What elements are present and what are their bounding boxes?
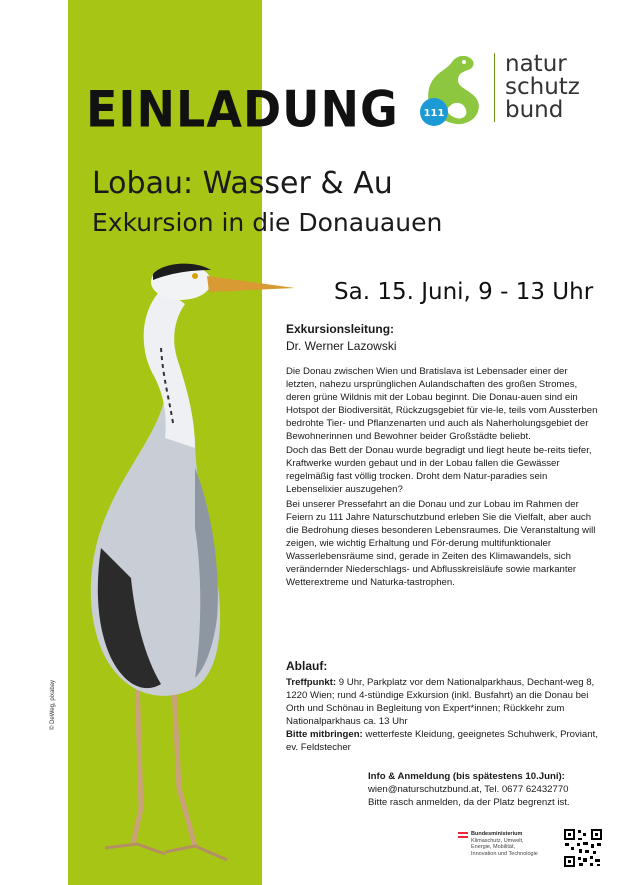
logo-wordmark <box>494 53 580 122</box>
info-contact[interactable]: wien@naturschutzbund.at, Tel. 0677 62432770 <box>368 783 569 795</box>
leitung-name: Dr. Werner Lazowski <box>286 339 397 353</box>
title-line-2: Exkursion in die Donauauen <box>92 208 443 237</box>
ablauf-section <box>286 677 598 754</box>
photo-credit: © DeWeg, pixabay <box>50 679 56 730</box>
mitbringen-label: Bitte mitbringen: <box>286 728 363 740</box>
description-paragraph-3: Bei unserer Pressefahrt an die Donau und zur Lobau im Rahmen der Feiern zu 111 Jahre Naturschutzbund erleben Sie die Vielfalt, aber auch die Bedrohung dieses besonderen Lebensraumes. Die Veranstaltung will zeigen, wie wichtig Erhaltung und För-derung multifunktionaler Wasserlebensräume sind, gerade in Zeiten des Klimawandels, sich verändernder Niederschlags- und Abflusskreisläufe sowie markanter Wetterextreme und Naturka-tastrophen. <box>286 499 596 588</box>
logo-line-2: schutz <box>505 74 580 100</box>
ministry-line-4: Innovation und Technologie <box>471 851 538 858</box>
qr-code-icon[interactable] <box>563 828 603 868</box>
badge-number: 111 <box>423 108 445 119</box>
ministry-line-2: Klimaschutz, Umwelt, <box>471 837 524 844</box>
ministry-line-3: Energie, Mobilität, <box>471 844 516 851</box>
info-heading: Info & Anmeldung (bis spätestens 10.Juni): <box>368 771 565 782</box>
description-paragraph-2: Doch das Bett der Donau wurde begradigt und liegt heute be-reits tiefer, Kraftwerke wurden gebaut und in der Lobau fallen die Gewässer regelmäßig fast völlig trocken. Droht dem Natur-paradies sein Lebenselixier auszugehen? <box>286 445 592 496</box>
treffpunkt-text: 9 Uhr, Parkplatz vor dem Nationalparkhaus, Dechant-weg 8, 1220 Wien; rund 4-stündige Exkursion (inkl. Busfahrt) an die Donau bei Orth und Schönau in Begleitung von Expert*innen; Rückkehr zum Nationalparkhaus ca. 13 Uhr <box>286 677 595 727</box>
austria-flag-icon <box>458 832 468 838</box>
treffpunkt-label: Treffpunkt: <box>286 677 337 688</box>
event-date: Sa. 15. Juni, 9 - 13 Uhr <box>334 279 594 305</box>
mitbringen-text: wetterfeste Kleidung, geeignetes Schuhwerk, Proviant, ev. Feldstecher <box>286 728 598 753</box>
title-line-1: Lobau: Wasser & Au <box>92 166 393 201</box>
ablauf-heading: Ablauf: <box>286 659 328 673</box>
logo-line-1: natur <box>505 51 567 77</box>
logo-line-3: bund <box>505 97 564 123</box>
mitbringen-line <box>286 729 598 755</box>
ministry-line-1: Bundesministerium <box>471 831 523 837</box>
treffpunkt-line <box>286 677 598 729</box>
description <box>286 366 598 591</box>
info-section <box>368 771 608 810</box>
description-paragraph-1: Die Donau zwischen Wien und Bratislava ist Lebensader einer der letzten, nahezu ursprünglichen Aulandschaften des großen Stromes, deren grüne Wildnis mit der Lobau beginnt. Die Donau-auen sind ein Hotspot der Biodiversität, Rückzugsgebiet für vie-le, teils vom Aussterben bedrohte Tier- und Pflanzenarten und auch als Naherholungsgebiet der Bewohnerinnen und Bewohner beider Großstädte beliebt. <box>286 366 598 442</box>
page-heading: EINLADUNG <box>86 80 399 139</box>
heron-image <box>45 248 305 878</box>
info-note: Bitte rasch anmelden, da der Platz begrenzt ist. <box>368 796 570 808</box>
leitung-label: Exkursionsleitung: <box>286 322 395 336</box>
